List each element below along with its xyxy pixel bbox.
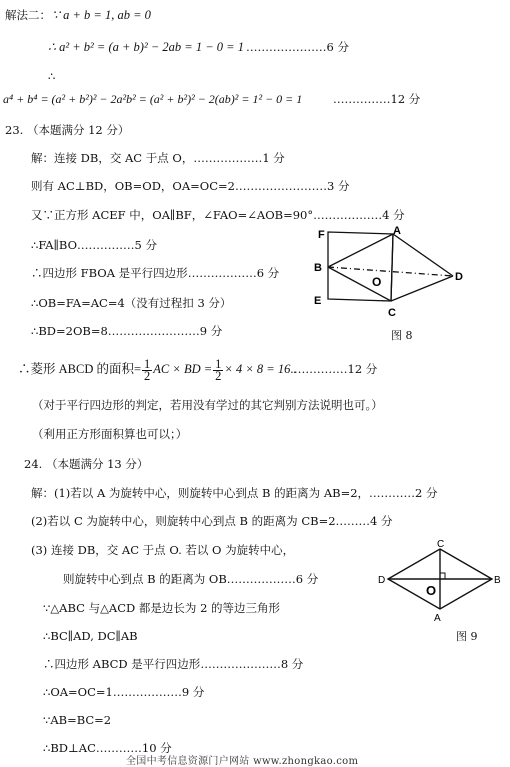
fig9-label-d: D bbox=[378, 575, 386, 586]
fig8-label-f: F bbox=[318, 229, 325, 241]
fig8-label-b: B bbox=[314, 262, 322, 274]
figure-9-caption: 图 9 bbox=[456, 630, 478, 643]
q23-line-5: ∴四边形 FBOA 是平行四边形………………6 分 bbox=[31, 266, 280, 280]
q23-note-2: （利用正方形面积算也可以；） bbox=[32, 427, 188, 441]
solution2-step2: a⁴ + b⁴ = (a² + b²)² − 2a²b² = (a² + b²)² − 2(ab)² = 1² − 0 = 1 bbox=[3, 92, 303, 106]
q24-line-2: (2)若以 C 为旋转中心，则旋转中心到点 B 的距离为 CB=2………4 分 bbox=[31, 514, 393, 528]
q23-line-4: ∴FA∥BO……………5 分 bbox=[31, 238, 157, 252]
q23-line-7: ∴BD=2OB=8……………………9 分 bbox=[31, 324, 223, 338]
q23-line-1: 解：连接 DB，交 AC 于点 O，………………1 分 bbox=[31, 151, 285, 165]
solution2-given: ∵ a + b = 1, ab = 0 bbox=[52, 8, 151, 22]
q23-area-score: ……………12 分 bbox=[290, 362, 378, 376]
solution2-step1-score: …………………6 分 bbox=[246, 40, 349, 54]
q23-line-6: ∴OB=FA=AC=4（没有过程扣 3 分） bbox=[31, 296, 232, 310]
q24-line-6: ∴BC∥AD, DC∥AB bbox=[43, 629, 138, 643]
fig9-label-a: A bbox=[434, 613, 441, 624]
q24-line-10: ∴BD⊥AC…………10 分 bbox=[43, 741, 172, 755]
q24-line-5: ∵△ABC 与△ACD 都是边长为 2 的等边三角形 bbox=[43, 601, 281, 615]
fig9-label-c: C bbox=[437, 539, 445, 550]
q24-line-1: 解：(1)若以 A 为旋转中心，则旋转中心到点 B 的距离为 AB=2，…………2 分 bbox=[31, 486, 438, 500]
solution2-label: 解法二： bbox=[5, 8, 51, 22]
figure-9 bbox=[374, 537, 506, 629]
q24-title: 24. （本题满分 13 分） bbox=[24, 457, 149, 471]
figure-8-caption: 图 8 bbox=[391, 329, 413, 342]
fig8-label-d: D bbox=[455, 271, 463, 283]
q23-note-1: （对于平行四边形的判定，若用没有学过的其它判别方法说明也可。） bbox=[32, 398, 383, 412]
q23-line-3: 又∵正方形 ACEF 中，OA∥BF，∠FAO=∠AOB=90°………………4 分 bbox=[31, 208, 405, 222]
fig8-label-c: C bbox=[388, 307, 396, 319]
q24-line-9: ∵AB=BC=2 bbox=[43, 713, 112, 727]
q24-line-7: ∴四边形 ABCD 是平行四边形…………………8 分 bbox=[43, 657, 304, 671]
fig9-label-o: O bbox=[426, 583, 437, 598]
q24-line-3: (3) 连接 DB，交 AC 于点 O. 若以 O 为旋转中心， bbox=[31, 543, 295, 557]
solution2-step2-score: ……………12 分 bbox=[333, 92, 421, 106]
q24-line-8: ∴OA=OC=1………………9 分 bbox=[43, 685, 205, 699]
q23-line-2: 则有 AC⊥BD，OB=OD，OA=OC=2……………………3 分 bbox=[31, 179, 350, 193]
solution2-step1: ∴ a² + b² = (a + b)² − 2ab = 1 − 0 = 1 bbox=[48, 40, 244, 54]
fig9-label-b: B bbox=[494, 575, 501, 586]
fig8-label-o: O bbox=[372, 275, 382, 289]
fig8-label-e: E bbox=[314, 295, 322, 307]
page-footer: 全国中考信息资源门户网站 www.zhongkao.com bbox=[126, 756, 359, 767]
q23-area-line: ∴菱形 ABCD 的面积= $\frac{1}{2}$ AC × BD = $\frac{1}{2}$ × 4 × 8 = 16 . bbox=[18, 356, 297, 383]
figure-8 bbox=[308, 224, 476, 326]
solution2-therefore: ∴ bbox=[48, 69, 56, 83]
q23-title: 23. （本题满分 12 分） bbox=[5, 123, 130, 137]
square-acef bbox=[328, 232, 393, 301]
fig8-label-a: A bbox=[393, 225, 401, 237]
q24-line-4: 则旋转中心到点 B 的距离为 OB………………6 分 bbox=[63, 572, 319, 586]
